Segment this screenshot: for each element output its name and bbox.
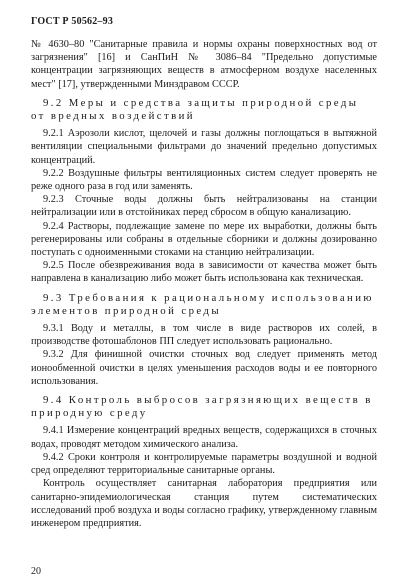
- document-body: [31, 38, 377, 530]
- paragraph-9-2-2: 9.2.2 Воздушные фильтры вентиляционных систем следует проверять не реже одного раза в год или заменять.: [31, 167, 377, 193]
- paragraph-9-2-1: 9.2.1 Аэрозоли кислот, щелочей и газы должны поглощаться в вытяжной вентиляции специальными фильтрами до значений предельно допустимых концентраций.: [31, 128, 377, 166]
- paragraph-9-2-3: 9.2.3 Сточные воды должны быть нейтрализованы на станции нейтрализации или в отстойниках перед сбросом в общую канализацию.: [31, 194, 377, 219]
- section-heading-9-2: 9.2 Меры и средства защиты природной среды от вредных воздействий: [31, 96, 359, 123]
- paragraph-9-4-1: 9.4.1 Измерение концентраций вредных веществ, содержащихся в сточных водах, проводят методом химического анализа.: [31, 425, 377, 450]
- paragraph-9-2-4: 9.2.4 Растворы, подлежащие замене по мере их выработки, должны быть регенерированы или собраны в отдельные сборники и должны дозированно поступать с одноименными стоками на станцию нейтрализации.: [31, 220, 377, 259]
- section-heading-9-3: 9.3 Требования к рациональному использованию элементов природной среды: [31, 291, 374, 317]
- section-heading-9-4: 9.4 Контроль выбросов загрязняющих веществ в природную среду: [31, 394, 373, 420]
- paragraph-9-4-2: 9.4.2 Сроки контроля и контролируемые параметры воздушной и водной сред определяют территориальные санитарные органы.: [31, 451, 377, 477]
- page-number: 20: [31, 566, 41, 577]
- paragraph-9-3-2: 9.3.2 Для финишной очистки сточных вод следует применять метод ионообменной очистки в целях уменьшения расходов воды и ее повторного использования.: [31, 349, 377, 387]
- paragraph-control: Контроль осуществляет санитарная лаборатория предприятия или санитарно-эпидемиологическая станция путем систематических исследований проб воздуха и воды согласно графику, утвержденному главным инженером предприятия.: [31, 478, 377, 529]
- paragraph-intro-continuation: № 4630–80 "Санитарные правила и нормы охраны поверхностных вод от загрязнения" [16] и СанПиН № 3086–84 "Предельно допустимые концентрации загрязняющих веществ в атмосферном воздухе населенных мест" [17], утвержденными Минздравом СССР.: [31, 39, 377, 90]
- paragraph-9-2-5: 9.2.5 После обезвреживания вода в зависимости от качества может быть направлена в канализацию либо может быть использована как техническая.: [31, 260, 377, 285]
- document-header: ГОСТ Р 50562–93: [31, 16, 114, 27]
- paragraph-9-3-1: 9.3.1 Воду и металлы, в том числе в виде растворов их солей, в производстве фотошаблонов ПП следует использовать рационально.: [31, 323, 377, 348]
